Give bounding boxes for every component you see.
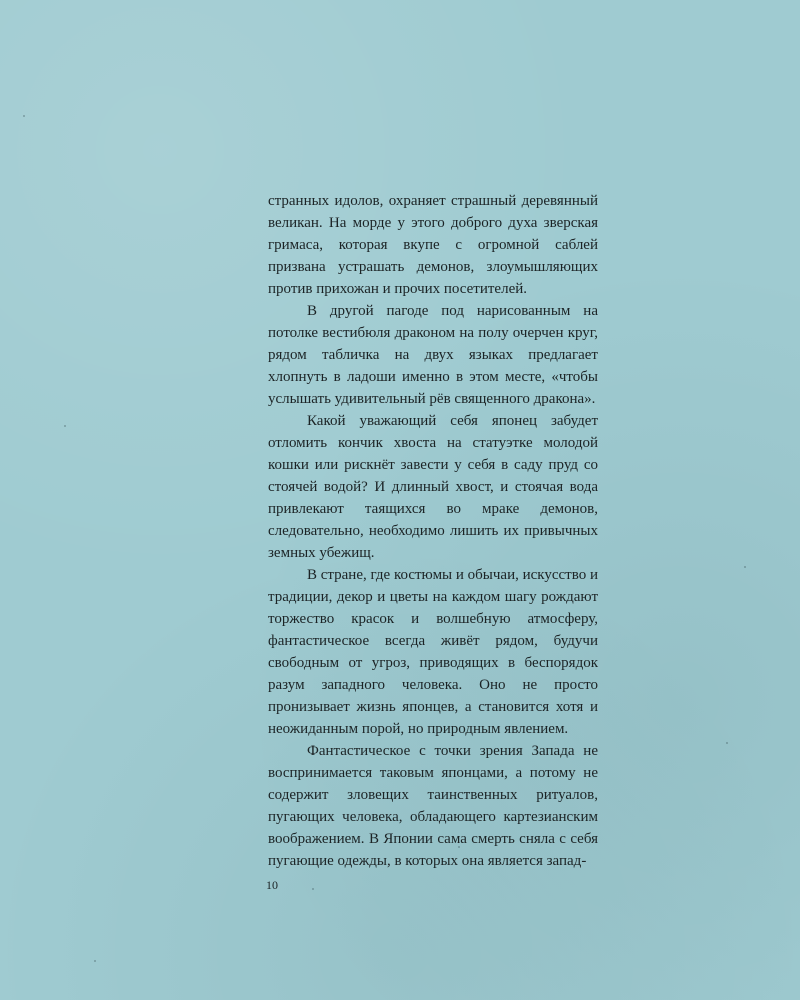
paper-speck <box>312 888 314 890</box>
paper-speck <box>744 566 746 568</box>
paper-speck <box>726 742 728 744</box>
paragraph-1: странных идолов, охраняет страшный деревянный великан. На морде у этого доброго духа зверская гримаса, которая вкупе с огромной саблей призвана устрашать демонов, злоумышляющих против прихожан и прочих посетителей. <box>268 193 598 297</box>
body-text <box>268 190 598 872</box>
paper-speck <box>23 115 25 117</box>
paragraph-4: В стране, где костюмы и обычаи, искусство и традиции, декор и цветы на каждом шагу рождают торжество красок и волшебную атмосферу, фантастическое всегда живёт рядом, будучи свободным от угроз, приводящих в беспорядок разум западного человека. Оно не просто пронизывает жизнь японцев, а становится хотя и неожиданным порой, но природным явлением. <box>268 567 598 737</box>
paper-speck <box>458 846 460 848</box>
paragraph-5: Фантастическое с точки зрения Запада не воспринимается таковым японцами, а потому не содержит зловещих таинственных ритуалов, пугающих человека, обладающего картезианским воображением. В Японии сама смерть сняла с себя пугающие одежды, в которых она является запад- <box>268 743 598 869</box>
paragraph-2: В другой пагоде под нарисованным на потолке вестибюля драконом на полу очерчен круг, рядом табличка на двух языках предлагает хлопнуть в ладоши именно в этом месте, «чтобы услышать удивительный рёв священного дракона». <box>268 303 598 407</box>
page-number: 10 <box>266 878 278 892</box>
paragraph-3: Какой уважающий себя японец забудет отломить кончик хвоста на статуэтке молодой кошки или рискнёт завести у себя в саду пруд со стоячей водой? И длинный хвост, и стоячая вода привлекают таящихся во мраке демонов, следовательно, необходимо лишить их привычных земных убежищ. <box>268 413 598 561</box>
paper-speck <box>64 425 66 427</box>
paper-speck <box>94 960 96 962</box>
